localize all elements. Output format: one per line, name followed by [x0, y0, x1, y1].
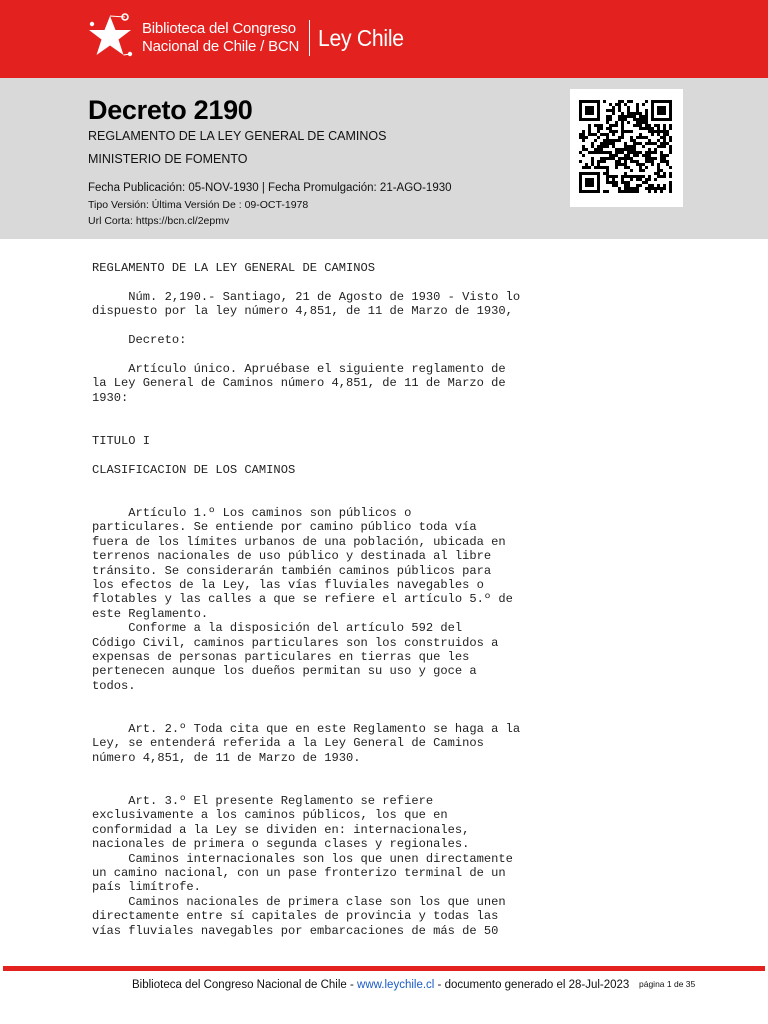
document-title: Decreto 2190 [88, 95, 253, 125]
bcn-star-logo-icon [86, 10, 138, 66]
page-footer [0, 978, 768, 994]
document-subtitle: REGLAMENTO DE LA LEY GENERAL DE CAMINOS [88, 129, 387, 143]
top-banner [0, 0, 768, 78]
footer-prefix: Biblioteca del Congreso Nacional de Chile - [132, 979, 358, 991]
footer-divider [3, 966, 765, 971]
qr-code-icon [579, 100, 672, 193]
logo-divider [309, 20, 310, 56]
qr-code [570, 89, 683, 207]
ministry-name: MINISTERIO DE FOMENTO [88, 152, 248, 166]
ley-chile-brand: Ley Chile [318, 24, 404, 51]
publication-dates: Fecha Publicación: 05-NOV-1930 | Fecha Promulgación: 21-AGO-1930 [88, 182, 452, 194]
footer-text [132, 979, 629, 991]
version-type: Tipo Versión: Última Versión De : 09-OCT-1978 [88, 199, 309, 211]
logo-line-2: Nacional de Chile / BCN [142, 38, 300, 55]
logo-text [142, 20, 299, 56]
page-number: página 1 de 35 [639, 979, 696, 989]
logo-line-1: Biblioteca del Congreso [142, 20, 296, 37]
bcn-logo[interactable] [86, 10, 411, 66]
footer-suffix: - documento generado el 28-Jul-2023 [434, 979, 630, 991]
document-body-text: REGLAMENTO DE LA LEY GENERAL DE CAMINOS Núm. 2,190.- Santiago, 21 de Agosto de 1930 - Visto lo dispuesto por la ley número 4,851, de 11 de Marzo de 1930, Decreto: Artículo único. Apruébase el siguiente reglamento de la Ley General de Caminos número 4,851, de 11 de Marzo de 1930: TITULO I CLASIFICACION DE LOS CAMINOS Artículo 1.º Los caminos son públicos o particulares. Se entiende por camino público toda vía fuera de los límites urbanos de una población, ubicada en terrenos nacionales de uso público y destinada al libre tránsito. Se considerarán también caminos públicos para los efectos de la Ley, las vías fluviales navegables o flotables y las calles a que se refiere el artículo 5.º de este Reglamento. Conforme a la disposición del artículo 592 del Código Civil, caminos particulares son los construidos a expensas de personas particulares en tierras que les pertenecen aunque los dueños permitan su uso y goce a todos. Art. 2.º Toda cita que en este Reglamento se haga a la Ley, se entenderá referida a la Ley General de Caminos número 4,851, de 11 de Marzo de 1930. Art. 3.º El presente Reglamento se refiere exclusivamente a los caminos públicos, los que en conformidad a la Ley se dividen en: internacionales, nacionales de primera o segunda clases y regionales. Caminos internacionales son los que unen directamente un camino nacional, con un pase fronterizo terminal de un país limítrofe. Caminos nacionales de primera clase son los que unen directamente entre sí capitales de provincia y todas las vías fluviales navegables por embarcaciones de más de 50 [92, 261, 521, 938]
document-header [0, 78, 768, 239]
footer-link[interactable]: www.leychile.cl [357, 979, 435, 991]
short-url[interactable]: Url Corta: https://bcn.cl/2epmv [88, 215, 230, 227]
